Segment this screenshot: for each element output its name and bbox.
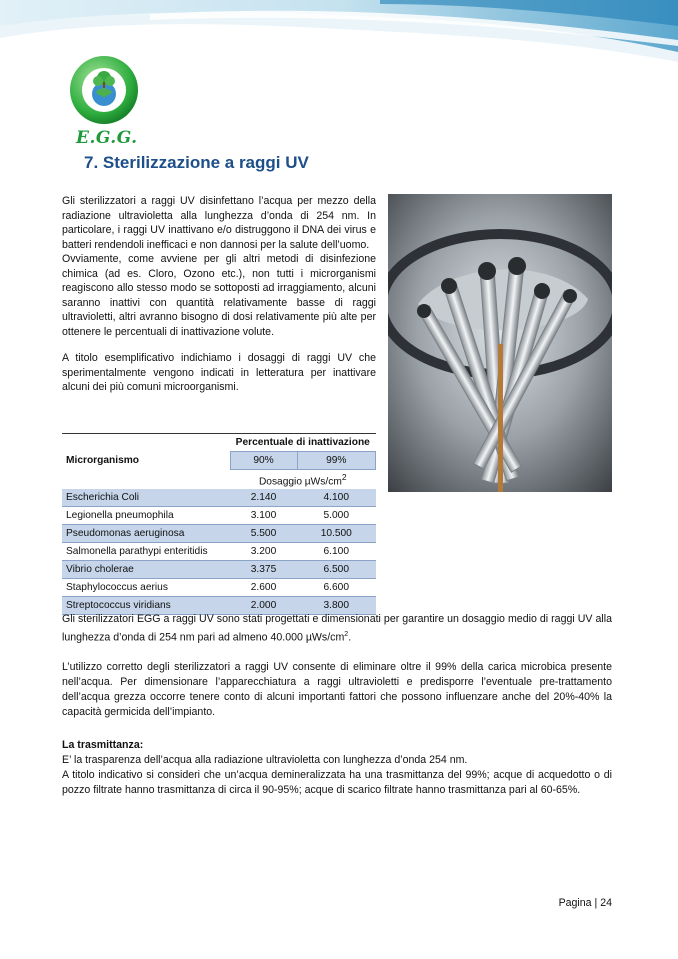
table-row bbox=[62, 507, 376, 525]
body-paragraph-7: A titolo indicativo si consideri che un’acqua demineralizzata ha una trasmittanza del 99%; acque di acquedotto o di pozzo filtrate hanno trasmittanza di circa il 90-95%; acque di scarico filtrate hanno trasmittanza pari al 60-65%. bbox=[62, 769, 612, 796]
page-number: Pagina | 24 bbox=[558, 897, 612, 909]
body-paragraph-4: Gli sterilizzatori EGG a raggi UV sono stati progettati e dimensionati per garantire un dosaggio medio di raggi UV alla lunghezza d’onda di 254 nm pari ad almeno 40.000 µWs/$cm^2$. bbox=[62, 613, 612, 644]
table-row bbox=[62, 525, 376, 543]
dose-99: 10.500 bbox=[297, 525, 375, 543]
table-dose-row bbox=[62, 470, 376, 490]
inactivation-table bbox=[62, 433, 376, 615]
table-row bbox=[62, 579, 376, 597]
organism-name: Escherichia Coli bbox=[62, 489, 230, 507]
uv-lamp-chamber-photo bbox=[388, 194, 612, 492]
table-row bbox=[62, 561, 376, 579]
dose-99: 4.100 bbox=[297, 489, 375, 507]
table-spacer-cell bbox=[62, 470, 230, 490]
dose-90: 3.375 bbox=[230, 561, 297, 579]
transmittance-subheading: La trasmittanza: bbox=[62, 739, 144, 751]
dose-99: 6.500 bbox=[297, 561, 375, 579]
organism-name: Streptococcus viridians bbox=[62, 597, 230, 615]
intro-paragraph-2: Ovviamente, come avviene per gli altri metodi di disinfezione chimica (ad es. Cloro, Ozono etc.), non tutti i microrganismi reagiscono allo stesso modo se sottoposti ad irraggiamento, alcuni saranno inattivi con quantità relativamente basse di raggi ultravioletti, altri avranno bisogno di dosi relativamente più alte per ottenere le percentuali di inattivazione volute. bbox=[62, 253, 376, 338]
organism-name: Salmonella parathypi enteritidis bbox=[62, 543, 230, 561]
intro-paragraph-3: A titolo esemplificativo indichiamo i dosaggi di raggi UV che sperimentalmente vengono indicati in letteratura per inattivare alcuni dei più comuni microorganismi. bbox=[62, 352, 376, 393]
table-pct-row bbox=[62, 452, 376, 470]
organism-name: Pseudomonas aeruginosa bbox=[62, 525, 230, 543]
table-body bbox=[62, 489, 376, 615]
dose-unit-header: Dosaggio µWs/$cm^2$ bbox=[258, 472, 347, 488]
body-paragraph-5: L’utilizzo corretto degli sterilizzatori a raggi UV consente di eliminare oltre il 99% della carica microbica presente nell’acqua. Per dimensionare l’apparecchiatura a raggi ultravioletti e predisporre l’eventuale pre-trattamento dell’acqua grezza occorre tenere conto di alcuni importanti fattori che possono influenzare anche del 20%-40% la capacità germicida dell’impianto. bbox=[62, 661, 612, 718]
pct-99-header: 99% bbox=[297, 452, 375, 470]
body-paragraph-6: E’ la trasparenza dell’acqua alla radiazione ultravioletta con lunghezza d’onda 254 nm. bbox=[62, 754, 468, 766]
organism-name: Vibrio cholerae bbox=[62, 561, 230, 579]
dose-90: 2.000 bbox=[230, 597, 297, 615]
dose-99: 3.800 bbox=[297, 597, 375, 615]
group-header: Percentuale di inattivazione bbox=[235, 437, 370, 448]
table-row bbox=[62, 489, 376, 507]
dose-90: 2.140 bbox=[230, 489, 297, 507]
dose-90: 3.200 bbox=[230, 543, 297, 561]
intro-paragraph-1: Gli sterilizzatori a raggi UV disinfettano l’acqua per mezzo della radiazione ultravioletta alla lunghezza d’onda di 254 nm. In particolare, i raggi UV inattivano e/o distruggono il DNA dei virus e batteri rendendoli inefficaci e non dannosi per la salute dell’uomo. bbox=[62, 195, 376, 251]
dose-90: 3.100 bbox=[230, 507, 297, 525]
brand-name: E.G.G. bbox=[76, 128, 138, 148]
dose-99: 6.600 bbox=[297, 579, 375, 597]
dose-99: 6.100 bbox=[297, 543, 375, 561]
organism-name: Staphylococcus aerius bbox=[62, 579, 230, 597]
dose-90: 2.600 bbox=[230, 579, 297, 597]
dose-90: 5.500 bbox=[230, 525, 297, 543]
pct-90-header: 90% bbox=[230, 452, 297, 470]
section-title: 7. Sterilizzazione a raggi UV bbox=[84, 153, 309, 172]
table-row bbox=[62, 543, 376, 561]
intro-text bbox=[62, 194, 376, 407]
dose-99: 5.000 bbox=[297, 507, 375, 525]
organism-column-header: Microrganismo bbox=[66, 455, 140, 466]
table-header-row bbox=[62, 434, 376, 452]
organism-name: Legionella pneumophila bbox=[62, 507, 230, 525]
transmittance-section bbox=[62, 738, 612, 798]
table-spacer-cell bbox=[62, 434, 230, 452]
